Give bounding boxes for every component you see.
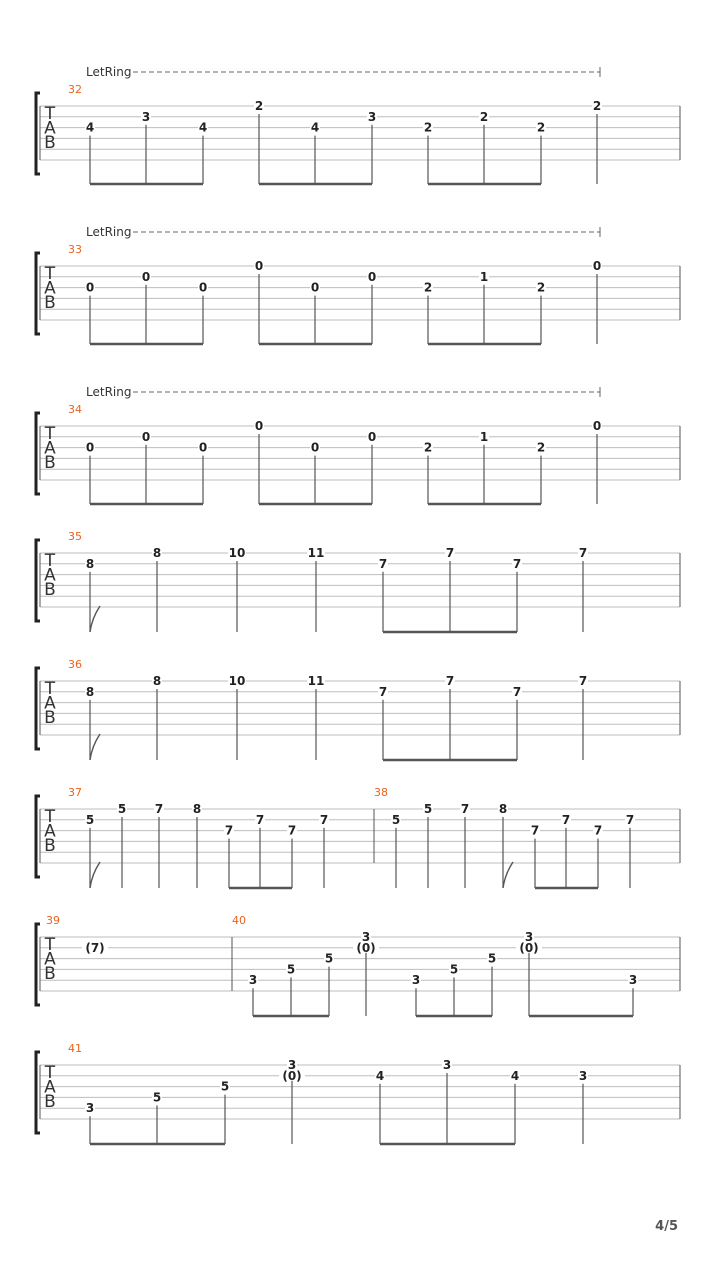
tab-system bbox=[36, 67, 680, 184]
fret-number: 0 bbox=[141, 269, 151, 284]
tab-clef-letter: T bbox=[44, 1062, 56, 1083]
tab-clef-letter: T bbox=[44, 678, 56, 699]
measure-number: 35 bbox=[68, 530, 82, 543]
fret-number: 0 bbox=[592, 419, 602, 433]
fret-number: 4 bbox=[310, 120, 320, 135]
fret-number: 3 bbox=[248, 973, 258, 988]
tab-clef-letter: B bbox=[44, 1092, 56, 1113]
let-ring-label: LetRing bbox=[86, 225, 132, 239]
tab-clef-letter: A bbox=[44, 565, 56, 586]
tab-clef-letter: B bbox=[44, 293, 56, 314]
fret-number: 11 bbox=[307, 546, 325, 560]
fret-number: (0) bbox=[282, 1068, 302, 1083]
fret-number: 5 bbox=[152, 1090, 162, 1105]
fret-number: 5 bbox=[391, 812, 401, 827]
tab-clef-letter: A bbox=[44, 693, 56, 714]
measure-number: 36 bbox=[68, 658, 82, 671]
let-ring-label: LetRing bbox=[86, 65, 132, 79]
fret-number: 7 bbox=[378, 556, 388, 571]
system-bracket bbox=[36, 253, 40, 334]
fret-number: 3 bbox=[141, 109, 151, 124]
system-bracket bbox=[36, 924, 40, 1005]
measure-number: 39 bbox=[46, 914, 60, 927]
tab-system bbox=[36, 1052, 680, 1144]
tab-clef-letter: A bbox=[44, 278, 56, 299]
fret-number: 2 bbox=[592, 99, 602, 113]
fret-number: 3 bbox=[628, 973, 638, 988]
fret-number: 7 bbox=[512, 556, 522, 571]
fret-number: 4 bbox=[198, 120, 208, 135]
fret-number: 2 bbox=[536, 280, 546, 295]
fret-number: 5 bbox=[286, 962, 296, 977]
fret-number: 5 bbox=[324, 951, 334, 966]
eighth-flag bbox=[503, 862, 513, 888]
fret-number: 2 bbox=[254, 99, 264, 113]
fret-number: 7 bbox=[445, 674, 455, 688]
fret-number: 3 bbox=[524, 930, 534, 944]
fret-number: 7 bbox=[593, 823, 603, 838]
fret-number: 7 bbox=[319, 812, 329, 827]
fret-number: 5 bbox=[487, 951, 497, 966]
fret-number: 3 bbox=[361, 930, 371, 944]
fret-number: 7 bbox=[561, 812, 571, 827]
fret-number: 8 bbox=[85, 684, 95, 699]
fret-number: 0 bbox=[141, 429, 151, 444]
fret-number: 3 bbox=[287, 1058, 297, 1072]
fret-number: 0 bbox=[198, 440, 208, 455]
fret-number: 7 bbox=[445, 546, 455, 560]
fret-number: 7 bbox=[287, 823, 297, 838]
fret-number: 0 bbox=[85, 280, 95, 295]
tab-clef-letter: B bbox=[44, 836, 56, 857]
fret-number: 0 bbox=[254, 419, 264, 433]
fret-number: 5 bbox=[85, 812, 95, 827]
fret-number: 0 bbox=[367, 269, 377, 284]
fret-number: 4 bbox=[85, 120, 95, 135]
system-bracket bbox=[36, 413, 40, 494]
fret-number: 8 bbox=[152, 674, 162, 688]
fret-number: 10 bbox=[228, 674, 246, 688]
measure-number: 33 bbox=[68, 243, 82, 256]
tab-system bbox=[36, 227, 680, 344]
tab-clef-letter: T bbox=[44, 103, 56, 124]
tab-system bbox=[36, 924, 680, 1016]
measure-number: 38 bbox=[374, 786, 388, 799]
fret-number: 0 bbox=[254, 259, 264, 273]
fret-number: 3 bbox=[578, 1068, 588, 1083]
let-ring-label: LetRing bbox=[86, 385, 132, 399]
measure-number: 41 bbox=[68, 1042, 82, 1055]
tab-clef-letter: B bbox=[44, 453, 56, 474]
tab-system bbox=[36, 796, 680, 888]
fret-number: 8 bbox=[152, 546, 162, 560]
fret-number: 1 bbox=[479, 429, 489, 444]
fret-number: 2 bbox=[423, 440, 433, 455]
tab-clef-letter: A bbox=[44, 118, 56, 139]
fret-number: 5 bbox=[117, 802, 127, 816]
system-bracket bbox=[36, 540, 40, 621]
system-bracket bbox=[36, 796, 40, 877]
eighth-flag bbox=[90, 862, 100, 888]
tab-clef-letter: B bbox=[44, 133, 56, 154]
fret-number: 2 bbox=[423, 120, 433, 135]
fret-number: 4 bbox=[510, 1068, 520, 1083]
fret-number: 0 bbox=[592, 259, 602, 273]
fret-number: 2 bbox=[536, 120, 546, 135]
tab-clef-letter: A bbox=[44, 438, 56, 459]
tab-clef-letter: B bbox=[44, 964, 56, 985]
system-bracket bbox=[36, 1052, 40, 1133]
fret-number: 8 bbox=[498, 802, 508, 816]
tab-clef-letter: B bbox=[44, 708, 56, 729]
fret-number: 0 bbox=[367, 429, 377, 444]
fret-number: 0 bbox=[310, 280, 320, 295]
tab-clef-letter: T bbox=[44, 263, 56, 284]
eighth-flag bbox=[90, 606, 100, 632]
fret-number: 7 bbox=[512, 684, 522, 699]
tab-system bbox=[36, 387, 680, 504]
fret-number: 7 bbox=[578, 674, 588, 688]
fret-number: (7) bbox=[85, 940, 105, 955]
tab-clef-letter: T bbox=[44, 806, 56, 827]
fret-number: 2 bbox=[536, 440, 546, 455]
fret-number: 11 bbox=[307, 674, 325, 688]
fret-number: 8 bbox=[192, 802, 202, 816]
measure-number: 37 bbox=[68, 786, 82, 799]
fret-number: 0 bbox=[85, 440, 95, 455]
fret-number: 7 bbox=[154, 802, 164, 816]
page-number: 4/5 bbox=[655, 1219, 678, 1234]
fret-number: 5 bbox=[449, 962, 459, 977]
fret-number: 4 bbox=[375, 1068, 385, 1083]
fret-number: 5 bbox=[220, 1079, 230, 1094]
fret-number: 0 bbox=[198, 280, 208, 295]
fret-number: 7 bbox=[530, 823, 540, 838]
tab-clef-letter: A bbox=[44, 949, 56, 970]
fret-number: 8 bbox=[85, 556, 95, 571]
measure-number: 34 bbox=[68, 403, 82, 416]
tab-clef-letter: T bbox=[44, 423, 56, 444]
fret-number: 7 bbox=[255, 812, 265, 827]
fret-number: 3 bbox=[442, 1058, 452, 1072]
fret-number: 7 bbox=[578, 546, 588, 560]
fret-number: 2 bbox=[479, 109, 489, 124]
fret-number: 3 bbox=[367, 109, 377, 124]
measure-number: 32 bbox=[68, 83, 82, 96]
fret-number: 7 bbox=[625, 812, 635, 827]
eighth-flag bbox=[90, 734, 100, 760]
fret-number: 7 bbox=[378, 684, 388, 699]
tab-clef-letter: T bbox=[44, 934, 56, 955]
fret-number: 7 bbox=[460, 802, 470, 816]
fret-number: 3 bbox=[85, 1101, 95, 1116]
fret-number: 5 bbox=[423, 802, 433, 816]
tab-clef-letter: A bbox=[44, 821, 56, 842]
fret-number: 2 bbox=[423, 280, 433, 295]
fret-number: (0) bbox=[356, 940, 376, 955]
fret-number: 1 bbox=[479, 269, 489, 284]
fret-number: (0) bbox=[519, 940, 539, 955]
fret-number: 3 bbox=[411, 973, 421, 988]
measure-number: 40 bbox=[232, 914, 246, 927]
tab-clef-letter: B bbox=[44, 580, 56, 601]
tab-clef-letter: A bbox=[44, 1077, 56, 1098]
fret-number: 7 bbox=[224, 823, 234, 838]
fret-number: 10 bbox=[228, 546, 246, 560]
tab-clef-letter: T bbox=[44, 550, 56, 571]
fret-number: 0 bbox=[310, 440, 320, 455]
system-bracket bbox=[36, 93, 40, 174]
system-bracket bbox=[36, 668, 40, 749]
